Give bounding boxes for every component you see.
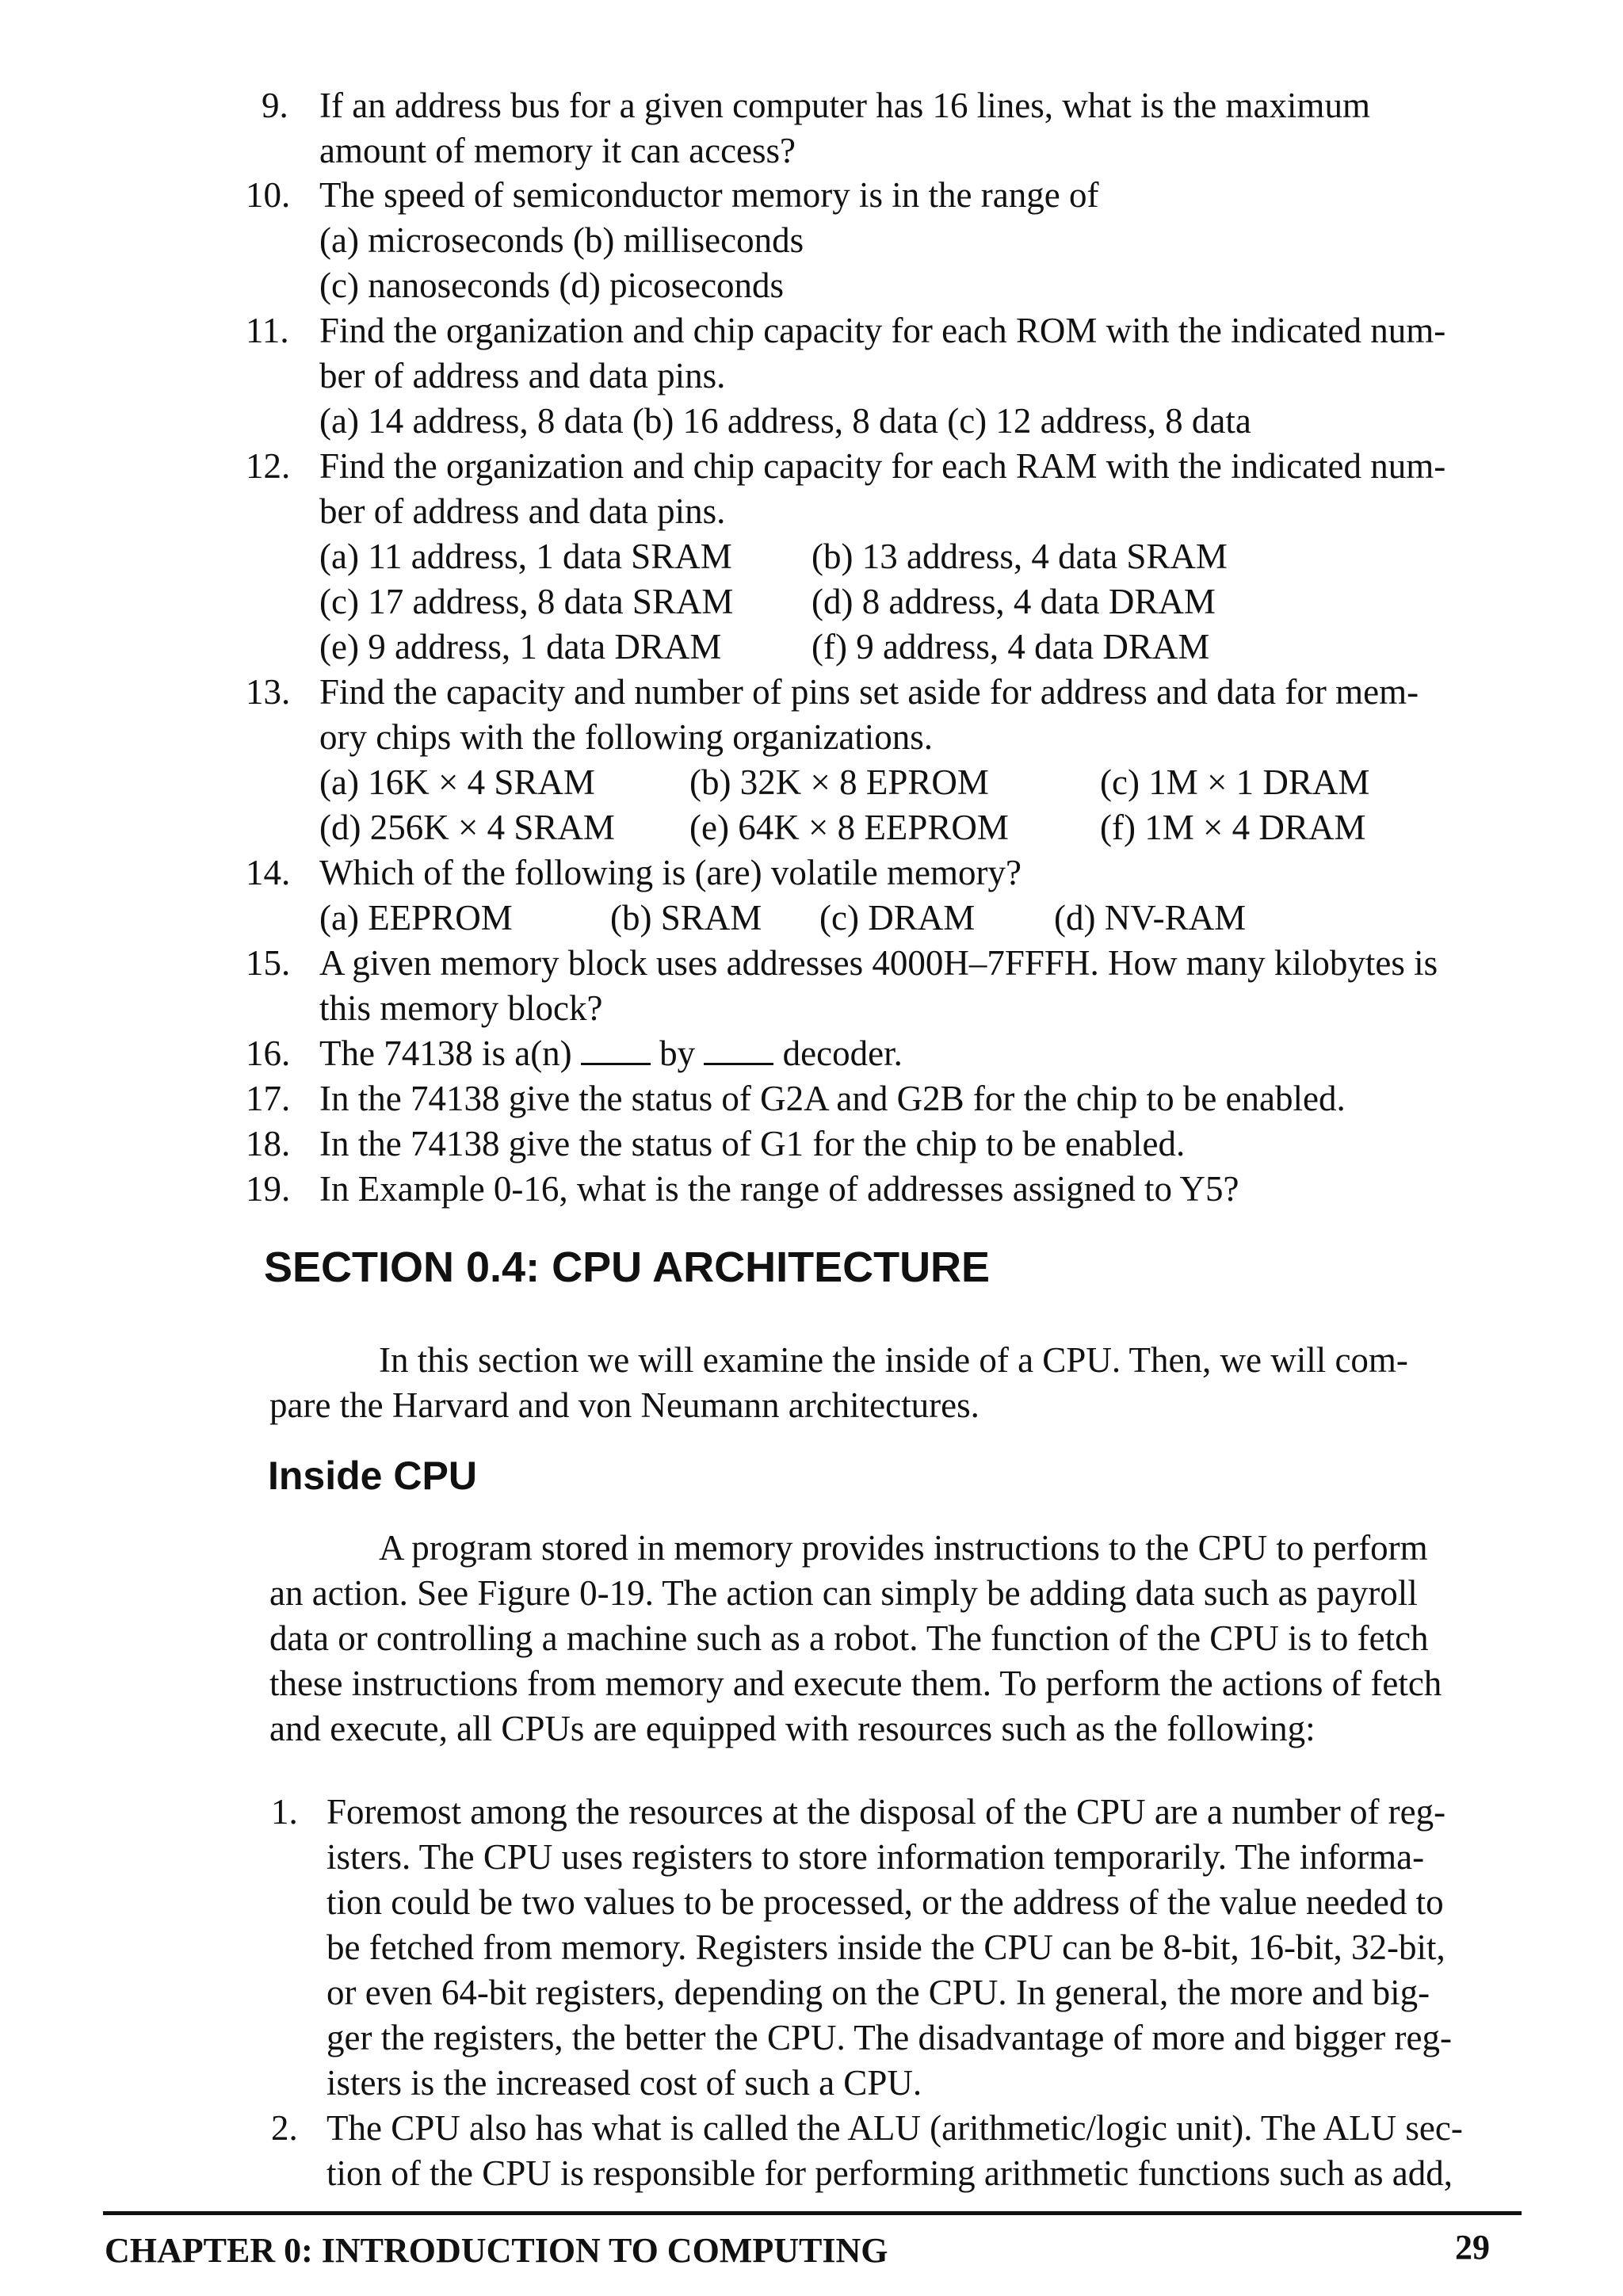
question-text: Find the organization and chip capacity for each RAM with the indicated num- — [319, 446, 1446, 486]
question-option: (d) NV-RAM — [1054, 898, 1247, 938]
chapter-footer: CHAPTER 0: INTRODUCTION TO COMPUTING — [105, 2231, 888, 2270]
question-text: The speed of semiconductor memory is in the range of — [319, 175, 1099, 215]
list-item-line: Foremost among the resources at the disposal of the CPU are a number of reg- — [327, 1792, 1446, 1832]
question-text: If an address bus for a given computer has 16 lines, what is the maximum — [319, 86, 1370, 125]
question-number: 13. — [246, 672, 291, 712]
question-text: A given memory block uses addresses 4000H–7FFFH. How many kilobytes is — [319, 943, 1438, 983]
list-item-line: tion of the CPU is responsible for performing arithmetic functions such as add, — [327, 2153, 1453, 2193]
list-item-line: be fetched from memory. Registers inside the CPU can be 8-bit, 16-bit, 32-bit, — [327, 1927, 1445, 1967]
question-option: (a) EEPROM — [319, 898, 513, 938]
question-option: (b) 32K × 8 EPROM — [689, 762, 989, 802]
question-number: 10. — [246, 175, 291, 215]
question-number: 18. — [246, 1124, 291, 1163]
question-text: ory chips with the following organizations. — [319, 717, 934, 757]
list-item-line: or even 64-bit registers, depending on the CPU. In general, the more and big- — [327, 1973, 1430, 2012]
question-text: amount of memory it can access? — [319, 131, 796, 170]
question-option: (f) 1M × 4 DRAM — [1100, 808, 1366, 847]
list-item-line: tion could be two values to be processed, or the address of the value needed to — [327, 1882, 1444, 1922]
question-number: 17. — [246, 1079, 291, 1118]
answer-blank — [704, 1033, 773, 1065]
question-option: (d) 8 address, 4 data DRAM — [812, 582, 1216, 621]
question-text: In the 74138 give the status of G2A and G2B for the chip to be enabled. — [319, 1079, 1346, 1118]
question-number: 11. — [246, 311, 289, 350]
question-text: ber of address and data pins. — [319, 491, 726, 531]
question-option: (e) 64K × 8 EEPROM — [689, 808, 1009, 847]
question-text — [319, 1031, 903, 1075]
question-text-part: The 74138 is a(n) — [319, 1033, 572, 1073]
list-number: 2. — [271, 2108, 298, 2148]
list-item-line: isters. The CPU uses registers to store information temporarily. The informa- — [327, 1837, 1425, 1877]
question-text: this memory block? — [319, 988, 603, 1028]
question-option: (b) 13 address, 4 data SRAM — [812, 537, 1228, 576]
question-option: (e) 9 address, 1 data DRAM — [319, 627, 722, 667]
question-option: (f) 9 address, 4 data DRAM — [812, 627, 1210, 667]
question-text-part: by — [659, 1033, 696, 1073]
list-item-line: The CPU also has what is called the ALU (arithmetic/logic unit). The ALU sec- — [327, 2108, 1463, 2148]
list-number: 1. — [271, 1792, 298, 1832]
question-text: In Example 0-16, what is the range of addresses assigned to Y5? — [319, 1169, 1239, 1209]
question-option: (a) 14 address, 8 data (b) 16 address, 8 data (c) 12 address, 8 data — [319, 401, 1251, 441]
question-option: (d) 256K × 4 SRAM — [319, 808, 615, 847]
question-option: (c) nanoseconds (d) picoseconds — [319, 266, 785, 305]
question-number: 15. — [246, 943, 291, 983]
paragraph-line: In this section we will examine the inside of a CPU. Then, we will com- — [379, 1340, 1408, 1380]
question-option: (a) microseconds (b) milliseconds — [319, 220, 804, 260]
footer-rule — [103, 2211, 1522, 2215]
list-item-line: ger the registers, the better the CPU. The disadvantage of more and bigger reg- — [327, 2018, 1452, 2057]
question-text: Find the organization and chip capacity for each ROM with the indicated num- — [319, 311, 1446, 350]
question-text: ber of address and data pins. — [319, 356, 726, 395]
question-number: 12. — [246, 446, 291, 486]
question-option: (c) 1M × 1 DRAM — [1100, 762, 1370, 802]
subsection-title: Inside CPU — [268, 1454, 477, 1498]
list-item-line: isters is the increased cost of such a CPU. — [327, 2063, 922, 2103]
paragraph-line: A program stored in memory provides instructions to the CPU to perform — [379, 1528, 1428, 1568]
paragraph-line: an action. See Figure 0-19. The action can simply be adding data such as payroll — [269, 1573, 1418, 1613]
question-option: (a) 11 address, 1 data SRAM — [319, 537, 732, 576]
paragraph-line: pare the Harvard and von Neumann architectures. — [269, 1385, 980, 1425]
answer-blank — [581, 1033, 651, 1065]
section-title: SECTION 0.4: CPU ARCHITECTURE — [264, 1244, 991, 1291]
question-text-part: decoder. — [782, 1033, 903, 1073]
question-number: 14. — [246, 853, 291, 892]
question-option: (c) DRAM — [819, 898, 976, 938]
paragraph-line: data or controlling a machine such as a robot. The function of the CPU is to fetch — [269, 1618, 1429, 1658]
page-number: 29 — [1455, 2228, 1490, 2267]
question-text: In the 74138 give the status of G1 for the chip to be enabled. — [319, 1124, 1186, 1163]
question-number: 9. — [262, 86, 288, 125]
question-number: 16. — [246, 1033, 291, 1073]
question-number: 19. — [246, 1169, 291, 1209]
question-option: (b) SRAM — [610, 898, 762, 938]
paragraph-line: these instructions from memory and execute them. To perform the actions of fetch — [269, 1664, 1442, 1703]
question-text: Which of the following is (are) volatile memory? — [319, 853, 1022, 892]
question-text: Find the capacity and number of pins set aside for address and data for mem- — [319, 672, 1419, 712]
question-option: (a) 16K × 4 SRAM — [319, 762, 595, 802]
paragraph-line: and execute, all CPUs are equipped with resources such as the following: — [269, 1709, 1316, 1748]
question-option: (c) 17 address, 8 data SRAM — [319, 582, 734, 621]
